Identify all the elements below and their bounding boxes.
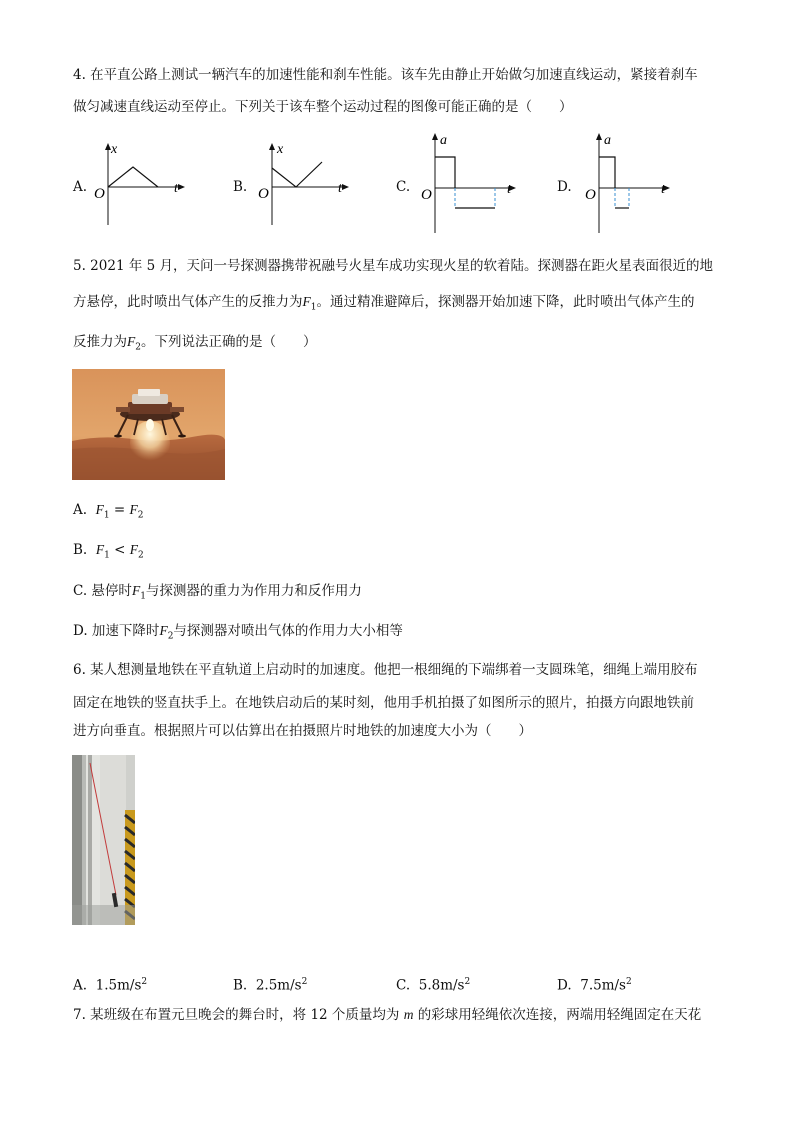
q4-graph-d-accel-segment <box>599 157 615 188</box>
q4-graph-d-y-arrow <box>596 133 602 140</box>
q4-text-line-2: 做匀减速直线运动至停止。下列关于该车整个运动过程的图像可能正确的是（ ） <box>73 99 573 115</box>
q4-graph-a-x-label: t <box>174 181 178 196</box>
subway-handrail-photo <box>72 755 135 925</box>
q4-graph-c-accel-segment <box>435 157 455 188</box>
q4-graph-c-y-label: a <box>440 133 447 148</box>
q6-text-line-2: 固定在地铁的竖直扶手上。在地铁启动后的某时刻，他用手机拍摄了如图所示的照片，拍摄方向跟地铁前 <box>73 695 694 711</box>
q4-graph-a <box>88 140 188 230</box>
q4-option-a-label: A. <box>73 179 88 195</box>
q4-graph-d-x-label: t <box>661 182 665 197</box>
q4-graph-b-y-arrow <box>269 143 275 150</box>
q5-text-line-3: 反推力为$F_2$。下列说法正确的是（ ） <box>73 334 317 353</box>
q4-graph-c <box>415 130 525 235</box>
q5-option-b: B. $F_1 < F_2$ <box>73 542 144 561</box>
q5-option-d: D. 加速下降时$F_2$与探测器对喷出气体的作用力大小相等 <box>73 623 403 642</box>
q4-graph-a-y-label: x <box>111 142 118 157</box>
q4-option-c-label: C. <box>396 179 411 195</box>
q4-graph-d-origin: O <box>585 187 596 203</box>
mars-lander-photo <box>72 369 225 480</box>
q4-graph-b-x-label: t <box>338 181 342 196</box>
q4-option-b-label: B. <box>233 179 248 195</box>
q4-graph-b-y-label: x <box>277 142 284 157</box>
q6-option-c: C. $5.8m/s^2$ <box>396 977 471 994</box>
q4-graph-c-y-arrow <box>432 133 438 140</box>
q4-graph-b <box>252 140 352 230</box>
q4-graph-d-y-label: a <box>604 133 611 148</box>
q6-text-line-1: 6. 某人想测量地铁在平直轨道上启动时的加速度。他把一根细绳的下端绑着一支圆珠笔，细绳上端用胶布 <box>73 662 698 678</box>
q5-text-line-2: 方悬停，此时喷出气体产生的反推力为$F_1$。通过精准避障后，探测器开始加速下降，此时喷出气体产生的 <box>73 294 695 313</box>
q6-option-a: A. $1.5m/s^2$ <box>73 977 148 994</box>
q4-graph-b-origin: O <box>258 186 269 202</box>
q4-graph-a-curve <box>108 167 158 187</box>
q6-option-d: D. $7.5m/s^2$ <box>557 977 632 994</box>
q5-option-c: C. 悬停时$F_1$与探测器的重力为作用力和反作用力 <box>73 583 362 602</box>
q4-graph-d <box>579 130 679 235</box>
q5-option-a: A. $F_1 = F_2$ <box>73 502 144 521</box>
q4-graph-c-origin: O <box>421 187 432 203</box>
q4-text-line-1: 4. 在平直公路上测试一辆汽车的加速性能和刹车性能。该车先由静止开始做匀加速直线运动，紧接着刹车 <box>73 67 698 83</box>
q6-text-line-3: 进方向垂直。根据照片可以估算出在拍摄照片时地铁的加速度大小为（ ） <box>73 723 532 739</box>
q4-graph-b-curve <box>272 162 322 187</box>
q4-graph-a-x-arrow <box>178 184 185 190</box>
q7-text-line-1: 7. 某班级在布置元旦晚会的舞台时，将 12 个质量均为 m 的彩球用轻绳依次连接，两端用轻绳固定在天花 <box>73 1007 702 1023</box>
q5-text-line-1: 5. 2021 年 5 月，天问一号探测器携带祝融号火星车成功实现火星的软着陆。探测器在距火星表面很近的地 <box>73 258 713 274</box>
q4-graph-c-x-label: t <box>507 182 511 197</box>
q4-graph-b-x-arrow <box>342 184 349 190</box>
q4-option-d-label: D. <box>557 179 572 195</box>
q6-option-b: B. $2.5m/s^2$ <box>233 977 308 994</box>
q4-graph-a-origin: O <box>94 186 105 202</box>
